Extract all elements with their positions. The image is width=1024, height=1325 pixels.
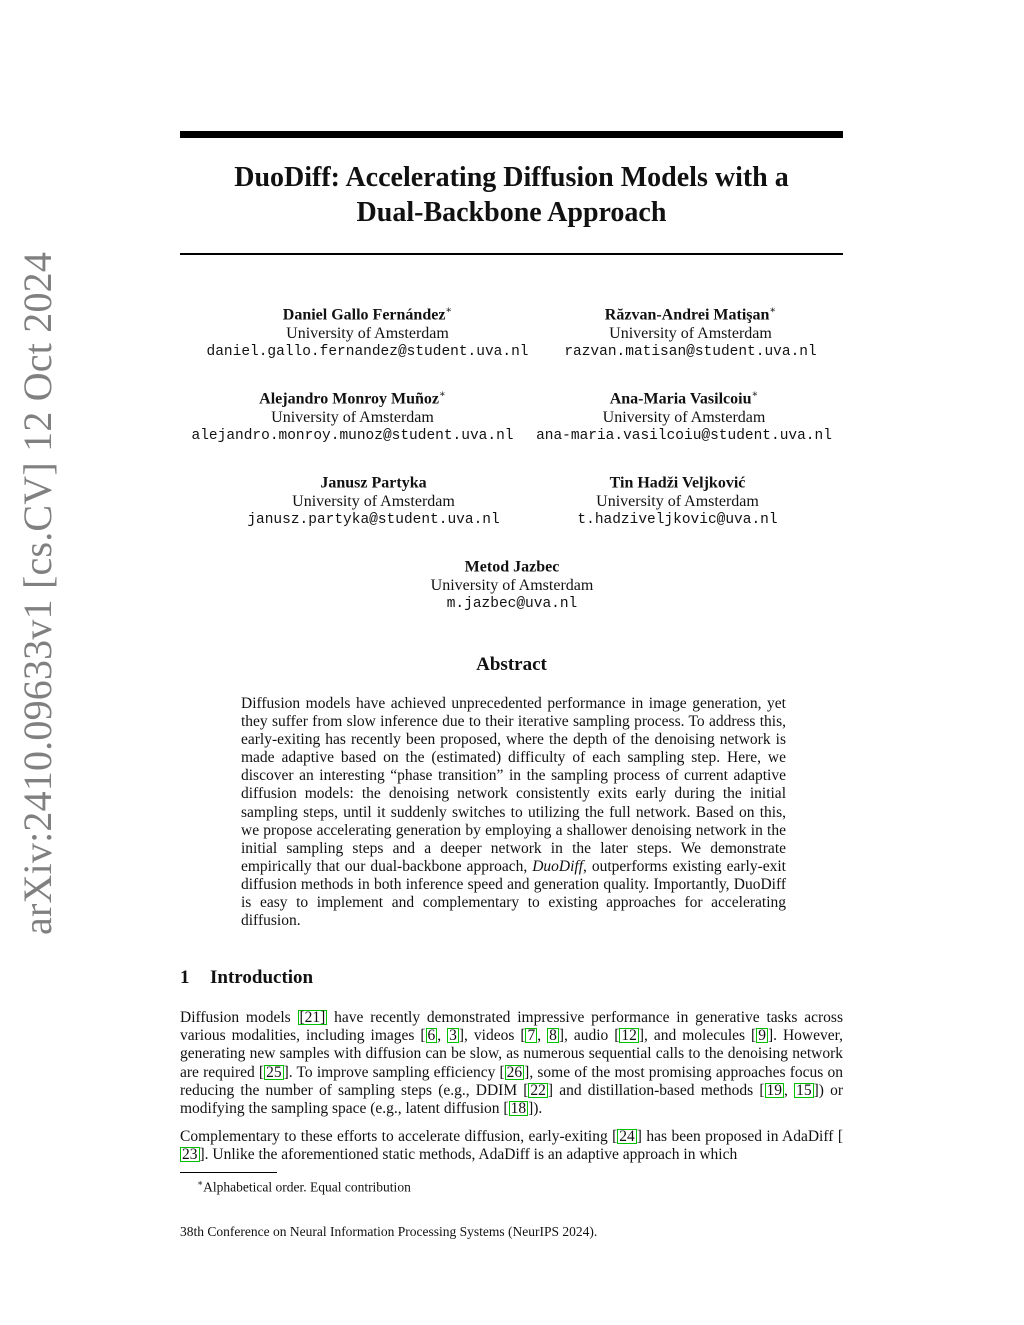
author-email[interactable]: daniel.gallo.fernandez@student.uva.nl	[206, 344, 529, 361]
author-affiliation: University of Amsterdam	[609, 325, 772, 343]
author-block	[206, 301, 529, 362]
author-affiliation: University of Amsterdam	[596, 493, 759, 511]
abstract-text: Diffusion models have achieved unprecedented performance in image generation, yet they suffer from slow inference due to their iterative sampling process. To address this, early-exiting has recently been proposed, where the depth of the denoising network is made adaptive based on the (estimated) difficulty of each sampling step. Here, we discover an interesting “phase transition” in the sampling process of current adaptive diffusion models: the denoising network consistently exits early during the initial sampling steps, until it suddenly switches to utilizing the full network. Based on this, we propose accelerating generation by employing a shallower denoising network in the initial sampling steps and a deeper network in the later steps. We demonstrate empirically that our dual-backbone approach, DuoDiff, outperforms existing early-exit diffusion methods in both inference speed and generation quality. Importantly, DuoDiff is easy to implement and complementary to existing approaches for accelerating diffusion.	[241, 695, 786, 930]
citation-link[interactable]: 15	[796, 1081, 812, 1099]
footnote	[197, 1178, 411, 1196]
abstract-heading: Abstract	[476, 654, 547, 675]
author-email[interactable]: alejandro.monroy.munoz@student.uva.nl	[191, 428, 514, 445]
author-affiliation: University of Amsterdam	[430, 577, 594, 595]
intro-paragraph-1: Diffusion models [21] have recently demonstrated impressive performance in generative tasks across various modalities, including images [ 6 , 3 ], videos [ 7 , 8 ], audio [ 12 ], and molecules [ 9 ]. However, generating new samples with diffusion can be slow, as numerous sequential calls to the denoising network are required [ 25 ]. To improve sampling efficiency [ 26 ], some of the most promising approaches focus on reducing the number of sampling steps (e.g., DDIM [ 22 ] and distillation-based methods [ 19 , 15 ]) or modifying the sampling space (e.g., latent diffusion [ 18 ]).	[180, 1009, 844, 1118]
author-block	[412, 553, 612, 614]
author-name: Metod Jazbec	[464, 558, 560, 576]
title-line-1: DuoDiff: Accelerating Diffusion Models with a	[234, 162, 789, 193]
author-name: Janusz Partyka	[320, 474, 427, 492]
author-block	[563, 301, 818, 362]
citation-link[interactable]: 3	[449, 1027, 457, 1045]
author-name: Răzvan-Andrei Matişan∗	[604, 305, 777, 324]
title-line-2: Dual-Backbone Approach	[356, 197, 667, 228]
author-affiliation: University of Amsterdam	[292, 493, 455, 511]
author-email[interactable]: ana-maria.vasilcoiu@student.uva.nl	[536, 428, 832, 445]
author-affiliation: University of Amsterdam	[286, 325, 449, 343]
author-block	[191, 385, 514, 446]
author-block	[247, 469, 500, 530]
section-number: 1	[180, 967, 190, 988]
author-name: Alejandro Monroy Muñoz∗	[259, 389, 446, 408]
citation-link[interactable]: 6	[427, 1027, 436, 1045]
paper-title	[180, 160, 843, 230]
author-email[interactable]: razvan.matisan@student.uva.nl	[564, 344, 817, 361]
author-affiliation: University of Amsterdam	[602, 409, 766, 427]
author-name: Ana-Maria Vasilcoiu∗	[609, 389, 759, 408]
arxiv-identifier: arXiv:2410.09633v1 [cs.CV] 12 Oct 2024	[15, 251, 60, 935]
author-email[interactable]: t.hadziveljkovic@uva.nl	[577, 512, 778, 529]
citation-link[interactable]: 26	[506, 1063, 523, 1081]
author-name: Tin Hadži Veljković	[609, 474, 746, 492]
citation-link[interactable]: 8	[549, 1027, 557, 1045]
author-block	[535, 385, 833, 446]
author-block	[576, 469, 779, 530]
author-email[interactable]: m.jazbec@uva.nl	[446, 596, 578, 613]
intro-paragraph-2: Complementary to these efforts to accelerate diffusion, early-exiting [ 24 ] has been proposed in AdaDiff [23 ]. Unlike the aforementioned static methods, AdaDiff is an adaptive approach in which	[180, 1128, 843, 1164]
citation-link[interactable]: 18	[510, 1100, 527, 1118]
title-bottom-rule	[180, 253, 843, 255]
author-name: Daniel Gallo Fernández∗	[282, 305, 453, 324]
footnote-mark: ∗	[197, 1178, 204, 1188]
citation-link[interactable]: 24	[619, 1128, 635, 1145]
author-email[interactable]: janusz.partyka@student.uva.nl	[247, 512, 500, 529]
citation-link[interactable]: 9	[758, 1027, 766, 1045]
citation-link[interactable]: 12	[621, 1027, 637, 1045]
section-title: Introduction	[210, 967, 314, 988]
citation-link[interactable]: 23	[182, 1146, 198, 1164]
conference-note: 38th Conference on Neural Information Processing Systems (NeurIPS 2024).	[180, 1224, 598, 1239]
title-top-rule	[180, 131, 843, 138]
citation-link[interactable]: 7	[527, 1027, 536, 1045]
citation-link[interactable]: [21]	[299, 1009, 326, 1026]
citation-link[interactable]: 22	[530, 1081, 546, 1099]
author-affiliation: University of Amsterdam	[271, 409, 434, 427]
citation-link[interactable]: 19	[766, 1081, 783, 1099]
citation-link[interactable]: 25	[266, 1063, 282, 1081]
method-name-italic: DuoDiff	[532, 857, 584, 875]
footnote-text: Alphabetical order. Equal contribution	[203, 1179, 411, 1195]
footnote-rule	[180, 1172, 277, 1173]
section-heading	[180, 967, 580, 989]
